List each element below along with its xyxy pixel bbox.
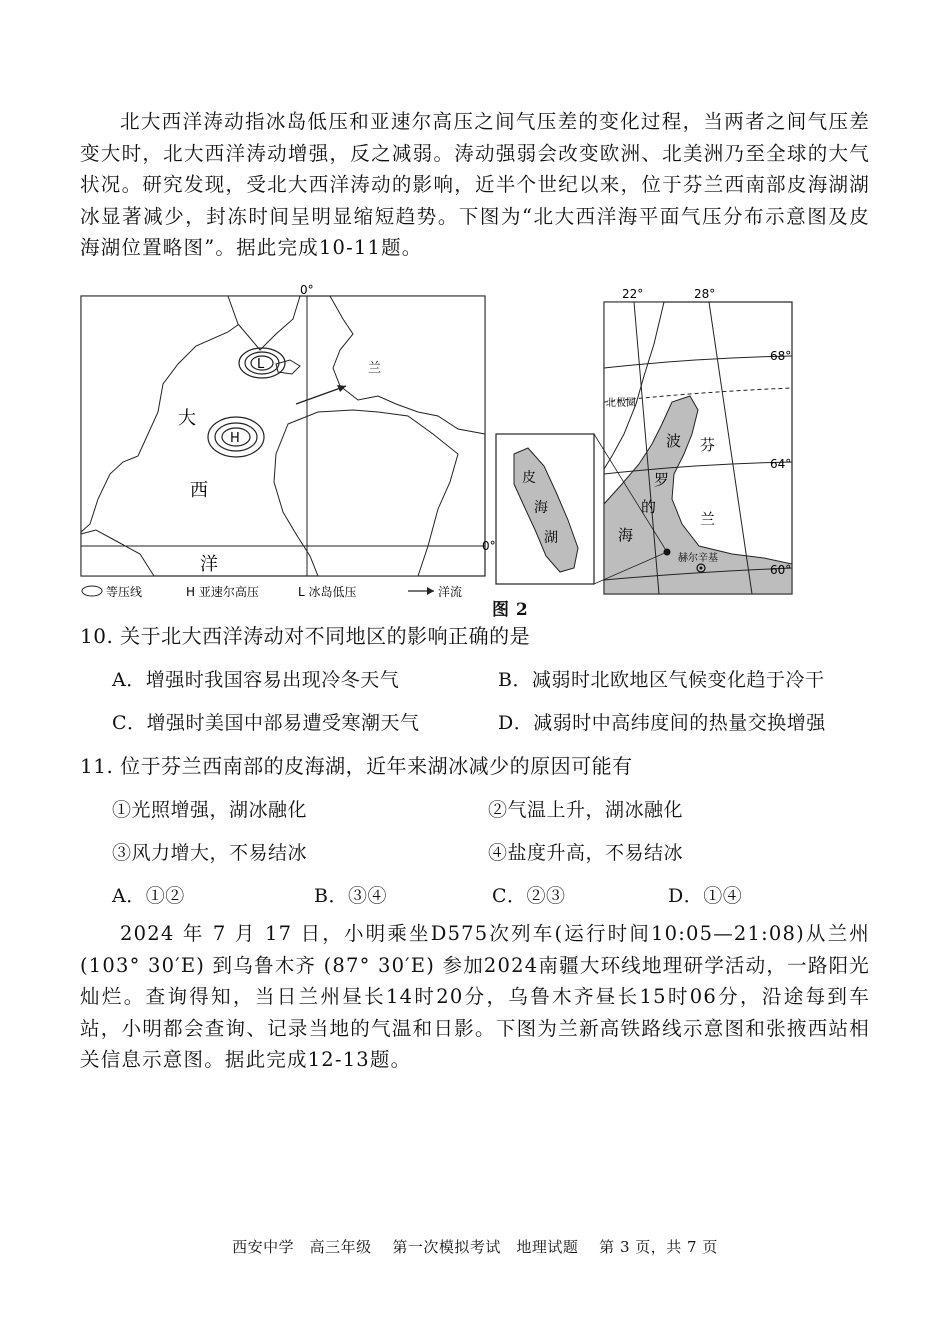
lon-label-22: 22° — [622, 287, 644, 301]
legend-low: L 冰岛低压 — [298, 585, 357, 599]
legend-high: H 亚速尔高压 — [186, 585, 259, 599]
legend-isobar-icon — [82, 586, 102, 596]
q11-statement-3: ③风力增大，不易结冰 — [112, 842, 308, 864]
q11-option-c: C．②③ — [492, 885, 566, 907]
lat-label-0: 0° — [482, 539, 496, 553]
q10-option-c: C．增强时美国中部易遭受寒潮天气 — [112, 712, 420, 734]
question-11-stem: 11. 位于芬兰西南部的皮海湖，近年来湖冰减少的原因可能有 — [80, 754, 633, 778]
q11-statement-2: ②气温上升，湖冰融化 — [488, 799, 684, 821]
legend-current: 洋流 — [438, 585, 463, 599]
arctic-circle-label: 北极圈 — [606, 398, 636, 409]
page-footer: 西安中学 高三年级 第一次模拟考试 地理试题 第 3 页，共 7 页 — [232, 1238, 718, 1256]
q10-option-b: B．减弱时北欧地区气候变化趋于冷干 — [498, 669, 825, 691]
baltic-label-4: 海 — [618, 526, 634, 544]
ocean-label-yang: 洋 — [200, 554, 218, 575]
finland-label-2: 兰 — [700, 510, 716, 528]
lan-label: 兰 — [368, 361, 382, 376]
passage-1: 北大西洋涛动指冰岛低压和亚速尔高压之间气压差的变化过程，当两者之间气压差变大时，北大西洋涛动增强，反之减弱。涛动强弱会改变欧洲、北美洲乃至全球的大气状况。研究发现，受北大西洋涛动的影响，近半个世纪以来，位于芬兰西南部皮海湖湖冰显著减少，封冻时间呈明显缩短趋势。下图为“北大西洋海平面气压分布示意图及皮海湖位置略图”。据此完成10-11题。 — [80, 110, 870, 259]
q10-option-a: A．增强时我国容易出现冷冬天气 — [112, 669, 400, 691]
helsinki-label: 赫尔辛基 — [678, 553, 718, 564]
lake-label-1: 皮 — [522, 470, 536, 486]
lake-label-3: 湖 — [544, 530, 558, 546]
q11-option-d: D．①④ — [668, 885, 743, 907]
lat-label-64: 64° — [770, 457, 792, 471]
finland-label-1: 芬 — [700, 436, 716, 454]
north-atlantic-map — [78, 284, 498, 604]
q10-option-d: D．减弱时中高纬度间的热量交换增强 — [498, 712, 826, 734]
figure-label: 图 2 — [492, 600, 529, 620]
baltic-label-2: 罗 — [654, 471, 670, 489]
lat-label-68: 68° — [770, 349, 792, 363]
baltic-label-1: 波 — [666, 432, 682, 450]
legend-isobar: 等压线 — [106, 585, 143, 599]
finland-map — [494, 284, 814, 596]
lon-label-28: 28° — [694, 287, 716, 301]
lon-label-0: 0° — [300, 284, 314, 297]
q11-option-a: A．①② — [112, 885, 185, 907]
low-label: L — [257, 357, 265, 372]
ocean-label-xi: 西 — [190, 480, 208, 501]
lake-label-2: 海 — [534, 500, 548, 516]
baltic-label-3: 的 — [641, 498, 657, 516]
passage-2: 2024 年 7 月 17 日，小明乘坐D575次列车(运行时间10:05—21:08)从兰州(103° 30′E) 到乌鲁木齐 (87° 30′E) 参加2024南疆大环线地理研学活动，一路阳光灿烂。查询得知，当日兰州昼长14时20分，乌鲁木齐昼长15时06分，沿途每到车站，小明都会查询、记录当地的气温和日影。下图为兰新高铁路线示意图和张掖西站相关信息示意图。据此完成12-13题。 — [80, 922, 870, 1071]
q11-statement-1: ①光照增强，湖冰融化 — [112, 799, 308, 821]
ocean-label-da: 大 — [178, 408, 196, 429]
high-label: H — [230, 431, 240, 446]
lat-label-60: 60° — [770, 563, 792, 577]
q11-option-b: B．③④ — [314, 885, 387, 907]
q11-statement-4: ④盐度升高，不易结冰 — [488, 842, 684, 864]
question-10-stem: 10. 关于北大西洋涛动对不同地区的影响正确的是 — [80, 624, 531, 648]
